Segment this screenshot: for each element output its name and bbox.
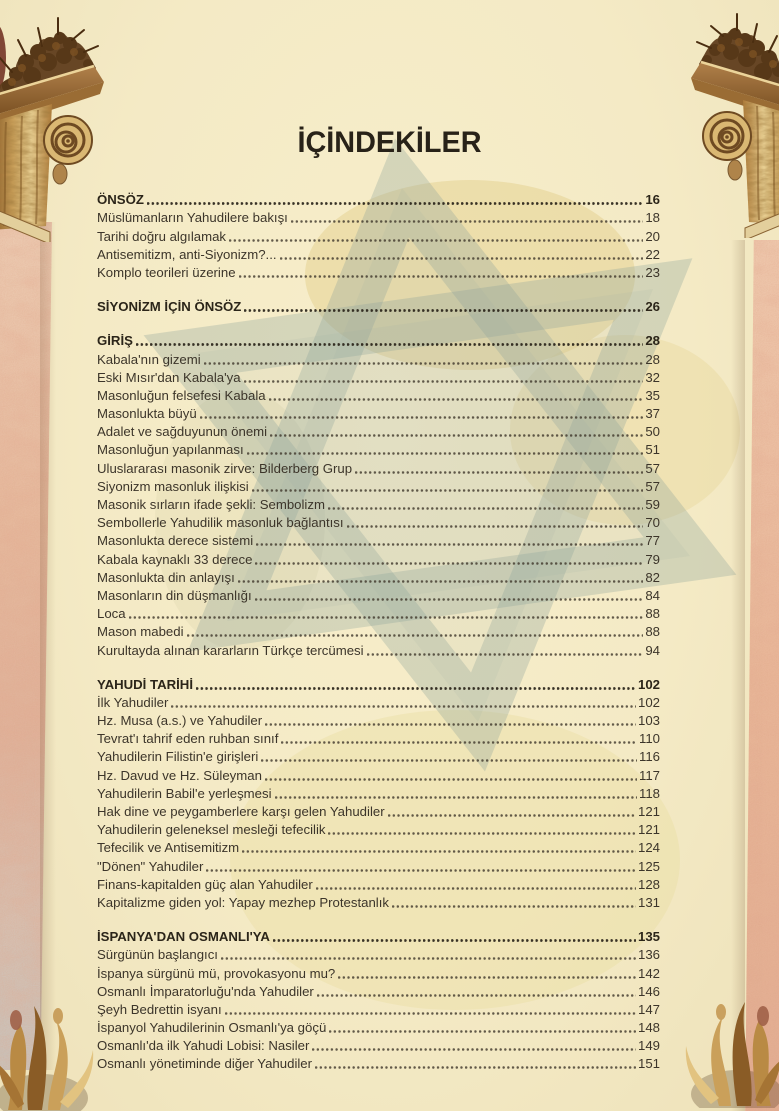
toc-page-number: 32 [645, 369, 660, 385]
dot-leader [238, 579, 644, 584]
bottom-left-foliage-decoration [0, 980, 98, 1111]
dot-leader [328, 831, 636, 836]
toc-page-number: 28 [645, 333, 660, 349]
toc-row [97, 604, 660, 622]
toc-entry-label: Tarihi doğru algılamak [97, 228, 227, 244]
toc-row [97, 765, 660, 783]
toc-row [97, 784, 660, 802]
dot-leader [329, 1029, 636, 1034]
toc-row [97, 226, 660, 244]
dot-leader [316, 886, 636, 891]
dot-leader [244, 379, 644, 384]
toc-page-number: 35 [645, 387, 660, 403]
toc-section [97, 927, 660, 1073]
toc-page-number: 51 [645, 442, 660, 458]
toc-row [97, 404, 660, 422]
toc-entry-label: Hz. Musa (a.s.) ve Yahudiler [97, 713, 263, 729]
dot-leader [242, 849, 636, 854]
toc-page-number: 136 [637, 947, 660, 963]
toc-page-number: 146 [637, 983, 660, 999]
toc-page-number: 125 [637, 858, 660, 874]
toc-page-number: 103 [637, 713, 660, 729]
toc-page-number: 77 [645, 533, 660, 549]
toc-entry-label: Masonların din düşmanlığı [97, 587, 252, 603]
toc-row [97, 586, 660, 604]
dot-leader [338, 975, 636, 980]
dot-leader [312, 1047, 636, 1052]
toc-row [97, 549, 660, 567]
dot-leader [187, 633, 644, 638]
toc-page-number: 82 [645, 569, 660, 585]
toc-entry-label: Kapitalizme giden yol: Yapay mezhep Protestanlık [97, 894, 389, 910]
toc-entry-label: Antisemitizm, anti-Siyonizm?... [97, 246, 277, 262]
toc-page-number: 148 [637, 1020, 660, 1036]
dot-leader [280, 256, 644, 261]
toc-row [97, 1000, 660, 1018]
toc-entry-label: Eski Mısır'dan Kabala'ya [97, 369, 241, 385]
toc-row [97, 368, 660, 386]
toc-page-number: 118 [638, 785, 660, 801]
toc-row [97, 513, 660, 531]
toc-row [97, 963, 660, 981]
toc-entry-label: Tevrat'ı tahrif eden ruhban sınıf [97, 731, 279, 747]
toc-page-number: 70 [645, 515, 660, 531]
toc-row [97, 693, 660, 711]
toc-entry-label: Sürgünün başlangıcı [97, 947, 218, 963]
toc-entry-label: Şeyh Bedrettin isyanı [97, 1001, 222, 1017]
dot-leader [270, 433, 643, 438]
toc-entry-label: Tefecilik ve Antisemitizm [97, 840, 240, 856]
toc-row [97, 802, 660, 820]
toc-entry-label: GİRİŞ [97, 333, 133, 349]
toc-page-number: 57 [645, 460, 660, 476]
dot-leader [261, 758, 637, 763]
toc-row [97, 245, 660, 263]
dot-leader [367, 652, 644, 657]
right-gilded-capital-decoration [683, 0, 779, 238]
toc-row [97, 1036, 660, 1054]
toc-entry-label: Osmanlı İmparatorluğu'nda Yahudiler [97, 983, 314, 999]
toc-row [97, 422, 660, 440]
toc-page-number: 121 [637, 822, 660, 838]
toc-row [97, 982, 660, 1000]
toc-entry-label: "Dönen" Yahudiler [97, 858, 204, 874]
toc-page-number: 88 [645, 606, 660, 622]
toc-entry-label: Yahudilerin Filistin'e girişleri [97, 749, 259, 765]
dot-leader [136, 342, 643, 347]
dot-leader [252, 488, 644, 493]
toc-entry-label: Kabala'nın gizemi [97, 351, 201, 367]
toc-row [97, 440, 660, 458]
toc-page-number: 135 [637, 929, 660, 945]
dot-leader [225, 1011, 636, 1016]
toc-row [97, 568, 660, 586]
toc-entry-label: Masonlukta derece sistemi [97, 533, 254, 549]
toc-row [97, 531, 660, 549]
toc-row [97, 711, 660, 729]
dot-leader [206, 868, 636, 873]
toc-page-number: 59 [645, 497, 660, 512]
toc-row [97, 622, 660, 640]
toc-row [97, 349, 660, 367]
toc-section [97, 331, 660, 658]
toc-section [97, 190, 660, 281]
dot-leader [291, 219, 643, 224]
toc-page-number: 102 [637, 676, 660, 692]
toc-entry-label: Osmanlı yönetiminde diğer Yahudiler [97, 1056, 313, 1072]
dot-leader [196, 686, 636, 691]
toc-row [97, 208, 660, 226]
toc-entry-label: Yahudilerin Babil'e yerleşmesi [97, 785, 272, 801]
dot-leader [256, 542, 643, 547]
toc-entry-label: Masonlukta din anlayışı [97, 569, 235, 585]
toc-page-number: 110 [638, 731, 660, 747]
toc-row [97, 458, 660, 476]
dot-leader [347, 524, 644, 529]
toc-page-number: 18 [645, 210, 660, 226]
toc-page-number: 121 [637, 804, 660, 819]
toc-row [97, 838, 660, 856]
toc-entry-label: Komplo teorileri üzerine [97, 264, 236, 280]
toc-page-number: 102 [637, 694, 660, 710]
toc-page-number: 28 [645, 351, 660, 367]
dot-leader [129, 615, 644, 620]
dot-leader [229, 238, 643, 243]
toc-row [97, 875, 660, 893]
toc-entry-label: Müslümanların Yahudilere bakışı [97, 210, 288, 226]
dot-leader [273, 938, 636, 943]
toc-entry-label: İSPANYA'DAN OSMANLI'YA [97, 929, 270, 945]
toc-entry-label: Finans-kapitalden güç alan Yahudiler [97, 876, 313, 892]
toc-row [97, 477, 660, 495]
dot-leader [269, 397, 644, 402]
toc-row [97, 1018, 660, 1036]
dot-leader [281, 740, 637, 745]
toc-entry-label: Yahudilerin geleneksel mesleği tefecilik [97, 822, 326, 838]
toc-page-number: 151 [637, 1056, 660, 1072]
toc-entry-label: ÖNSÖZ [97, 192, 144, 208]
toc-row [97, 297, 660, 315]
toc-entry-label: Osmanlı'da ilk Yahudi Lobisi: Nasiler [97, 1038, 310, 1054]
dot-leader [200, 415, 644, 420]
toc-row [97, 263, 660, 281]
dot-leader [204, 361, 644, 366]
toc-page-number: 142 [637, 965, 660, 981]
toc-page-number: 84 [645, 587, 660, 603]
toc-page-number: 37 [645, 406, 660, 422]
dot-leader [147, 201, 643, 206]
dot-leader [355, 470, 643, 475]
toc-row [97, 386, 660, 404]
toc-entry-label: Uluslararası masonik zirve: Bilderberg Grup [97, 460, 353, 476]
toc-page-number: 88 [645, 624, 660, 640]
toc-entry-label: Kabala kaynaklı 33 derece [97, 551, 253, 567]
toc-page-number: 131 [637, 894, 660, 910]
toc-page-number: 128 [637, 876, 660, 892]
toc-entry-label: Mason mabedi [97, 624, 184, 640]
dot-leader [392, 904, 636, 909]
toc-page-number: 116 [638, 749, 660, 765]
toc-page-number: 147 [637, 1001, 660, 1017]
toc-row [97, 495, 660, 513]
toc-page-number: 23 [645, 264, 660, 280]
dot-leader [171, 704, 636, 709]
left-gilded-capital-decoration [0, 2, 112, 242]
toc-page-number: 16 [645, 192, 660, 208]
toc-page-number: 124 [637, 840, 660, 856]
toc-row [97, 856, 660, 874]
toc-page-number: 94 [645, 642, 660, 658]
dot-leader [315, 1065, 636, 1070]
toc-entry-label: Masonluğun felsefesi Kabala [97, 387, 266, 403]
toc-page-number: 50 [645, 424, 660, 440]
toc [97, 190, 660, 1072]
toc-page-number: 117 [638, 767, 660, 783]
dot-leader [255, 597, 644, 602]
toc-entry-label: Masonik sırların ifade şekli: Sembolizm [97, 497, 325, 512]
toc-entry-label: Kurultayda alınan kararların Türkçe tercümesi [97, 642, 364, 658]
toc-page-number: 20 [645, 228, 660, 244]
toc-page-number: 79 [645, 551, 660, 567]
dot-leader [244, 308, 643, 313]
toc-entry-label: Loca [97, 606, 126, 622]
toc-row [97, 640, 660, 658]
dot-leader [317, 993, 636, 998]
toc-row [97, 675, 660, 693]
toc-row [97, 331, 660, 349]
toc-row [97, 820, 660, 838]
toc-content [97, 0, 660, 1072]
toc-page-number: 57 [645, 478, 660, 494]
dot-leader [255, 561, 643, 566]
toc-entry-label: İspanyol Yahudilerinin Osmanlı'ya göçü [97, 1020, 327, 1036]
toc-row [97, 945, 660, 963]
toc-entry-label: Sembollerle Yahudilik masonluk bağlantısı [97, 515, 344, 531]
dot-leader [388, 813, 636, 818]
toc-entry-label: İlk Yahudiler [97, 694, 169, 710]
toc-entry-label: Masonlukta büyü [97, 406, 197, 422]
toc-row [97, 190, 660, 208]
toc-row [97, 729, 660, 747]
toc-entry-label: Adalet ve sağduyunun önemi [97, 424, 268, 440]
page-title: İÇİNDEKİLER [297, 126, 482, 159]
dot-leader [328, 506, 643, 511]
toc-page-number: 149 [637, 1038, 660, 1054]
dot-leader [275, 795, 637, 800]
dot-leader [265, 777, 637, 782]
toc-entry-label: İspanya sürgünü mü, provokasyonu mu? [97, 965, 336, 981]
bottom-right-foliage-decoration [681, 976, 779, 1108]
toc-entry-label: YAHUDİ TARİHİ [97, 676, 193, 692]
toc-entry-label: Masonluğun yapılanması [97, 442, 244, 458]
toc-entry-label: Siyonizm masonluk ilişkisi [97, 478, 249, 494]
toc-entry-label: Hak dine ve peygamberlere karşı gelen Yahudiler [97, 804, 385, 819]
toc-page-number: 22 [645, 246, 660, 262]
toc-section [97, 675, 660, 911]
toc-row [97, 927, 660, 945]
dot-leader [265, 722, 636, 727]
toc-section [97, 297, 660, 315]
toc-entry-label: SİYONİZM İÇİN ÖNSÖZ [97, 299, 242, 315]
toc-entry-label: Hz. Davud ve Hz. Süleyman [97, 767, 262, 783]
dot-leader [221, 956, 636, 961]
dot-leader [239, 274, 644, 279]
toc-row [97, 747, 660, 765]
dot-leader [247, 451, 644, 456]
toc-page-number: 26 [645, 299, 660, 315]
toc-row [97, 1054, 660, 1072]
toc-row [97, 893, 660, 911]
